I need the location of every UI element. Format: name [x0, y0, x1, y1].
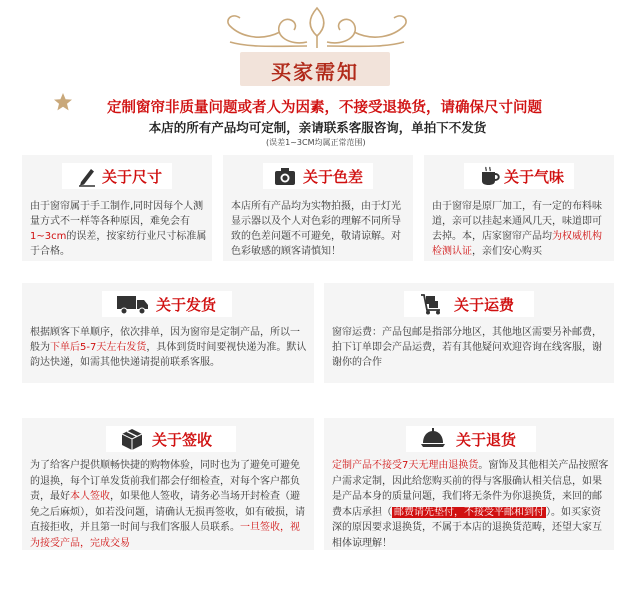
card-smell — [424, 155, 614, 261]
card-signing-title: 关于签收 — [152, 431, 213, 449]
card-shipping-title: 关于发货 — [156, 296, 217, 314]
card-signing-body — [30, 458, 308, 551]
title-band — [240, 52, 390, 86]
card-freight-title: 关于运费 — [454, 296, 515, 314]
card-size-text-b: 的误差，按家纺行业尺寸标准属于合格。 — [30, 231, 207, 257]
card-size-body — [30, 199, 208, 259]
card-color-title: 关于色差 — [303, 168, 364, 186]
pen-icon — [76, 165, 98, 187]
card-freight — [324, 283, 614, 383]
card-shipping-text-b: ，具体到货时间要视快递为准。默认韵达快递，如需其他快递请提前联系客服。 — [30, 342, 307, 368]
card-color — [223, 155, 413, 261]
card-returns-text-a: 。窗饰及其他相关产品按照客户需求定制，因此给您购买前的得与客服确认相关信息，如果是产品本身的质量问题，我们将无条件为你退换货，来回的邮费本店承担（ — [332, 460, 609, 518]
card-freight-body: 窗帘运费：产品包邮是指部分地区，其他地区需要另补邮费，拍下订单即会产品运费，若有其他疑问欢迎咨询在线客服，谢谢你的合作 — [332, 327, 602, 368]
card-signing-text-b: ，如果他人签收，请务必当场开封检查（避免之后麻烦），如若没问题，请确认无损再签收，如有破损，请直接拒收，并且第一时间与我们客服人员联系。 — [30, 491, 305, 533]
subline: 本店的所有产品均可定制，亲请联系客服咨询，单拍下不发货 — [148, 120, 487, 135]
card-color-body: 本店所有产品均为实物拍摄，由于灯光显示器以及个人对色彩的理解不同所导致的色差问题不可避免，敬请谅解。对色彩敏感的顾客请慎知！ — [231, 201, 401, 257]
tolerance-note: (误差1~3CM均属正常范围) — [266, 138, 366, 147]
card-size-tolerance: 1~3cm — [30, 231, 67, 242]
card-size-text-a: 由于窗帘属于手工制作,同时因每个人测量方式不一样等各种原因，难免会有 — [30, 201, 204, 227]
card-size-title: 关于尺寸 — [102, 168, 163, 186]
package-icon — [120, 427, 144, 451]
card-smell-text-a: 由于窗帘是原厂加工，有一定的布料味道，亲可以挂起来通风几天，味道即可去掉。本，店家窗帘产品均 — [432, 201, 602, 242]
card-signing-self-sign: 本人签收 — [70, 491, 110, 502]
card-shipping-text-a: 根据顾客下单顺序，依次排单，因为窗帘是定制产品，所以一般为 — [30, 327, 300, 353]
card-signing-acceptance: 一旦签收，视为接受产品，完成交易 — [30, 522, 300, 549]
card-returns-title: 关于退货 — [456, 431, 517, 449]
card-returns — [324, 418, 614, 550]
card-size — [22, 155, 212, 261]
card-signing-text-a: 为了给客户提供顺畅快捷的购物体验，同时也为了避免可避免的退换，每个订单发货前我们都会仔细检查，对每个客户都负责，最好 — [30, 460, 300, 502]
handcart-icon — [418, 293, 444, 315]
card-returns-body — [332, 458, 610, 551]
card-shipping — [22, 283, 314, 383]
card-signing — [22, 418, 314, 550]
truck-icon — [116, 293, 150, 315]
cup-icon — [478, 165, 502, 187]
card-shipping-lead-time: 下单后5-7天左右发货 — [50, 342, 147, 353]
headline: 定制窗帘非质量问题或者人为因素，不接受退换货，请确保尺寸问题 — [107, 100, 542, 116]
ornament-flourish — [210, 2, 425, 52]
card-smell-text-b: ，亲们安心购买 — [472, 246, 542, 257]
page-title: 买家需知 — [271, 60, 359, 84]
card-shipping-body — [30, 325, 308, 370]
card-returns-no-7day: 定制产品不接受7天无理由退换货 — [332, 460, 479, 471]
card-returns-postage-note: 邮费请先垫付，不接受平邮和到付 — [394, 506, 544, 518]
camera-icon — [273, 165, 297, 187]
hand-icon — [420, 427, 446, 451]
card-smell-certified: 为权威机构检测认证 — [432, 231, 602, 257]
card-smell-body — [432, 199, 610, 259]
card-smell-title: 关于气味 — [504, 168, 565, 186]
card-returns-text-b: ）。如买家资深的原因要求退换货，不属于本店的退换货范畴，还望大家互相体谅理解！ — [332, 506, 602, 549]
